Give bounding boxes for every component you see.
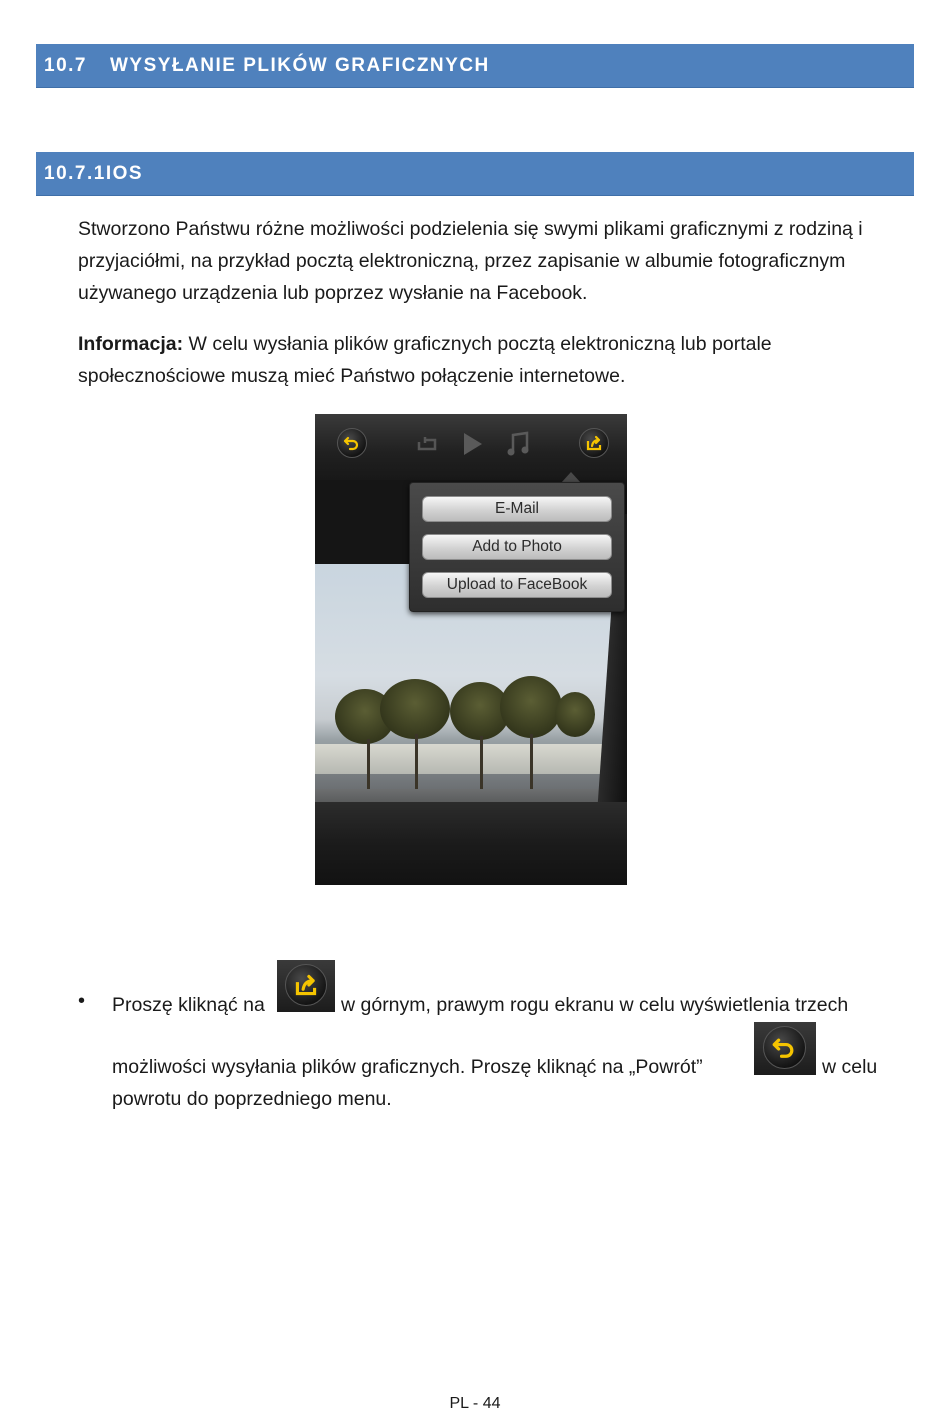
bottom-bar xyxy=(315,802,627,885)
instruction-part2: w górnym, prawym rogu ekranu w celu wyświetlenia trzech xyxy=(341,994,849,1016)
intro-paragraph: Stworzono Państwu różne możliwości podzielenia się swymi plikami graficznymi z rodziną i przyjaciółmi, na przykład pocztą elektroniczną, przez zapisanie w albumie fotograficznym używanego urządzenia lub poprzez wysłanie na Facebook. xyxy=(78,218,863,304)
bullet-marker: • xyxy=(78,990,86,1012)
subsection-title: 10.7.1IOS xyxy=(44,163,144,184)
page-number: PL - 44 xyxy=(449,1395,501,1412)
instruction-part5: powrotu do poprzedniego menu. xyxy=(112,1088,392,1110)
note-label: Informacja: xyxy=(78,333,184,355)
share-icon xyxy=(277,960,335,1012)
share-icon[interactable] xyxy=(579,428,609,458)
toolbar xyxy=(315,414,627,480)
upload-facebook-button[interactable]: Upload to FaceBook xyxy=(422,572,612,598)
back-icon xyxy=(754,1022,816,1075)
section-number: 10.7 xyxy=(44,55,87,76)
section-heading xyxy=(36,44,914,88)
section-title: WYSYŁANIE PLIKÓW GRAFICZNYCH xyxy=(110,55,490,76)
note-paragraph xyxy=(78,328,908,392)
email-button[interactable]: E-Mail xyxy=(422,496,612,522)
repeat-icon[interactable] xyxy=(415,432,439,456)
share-menu-popup xyxy=(409,482,625,612)
instruction-part1: Proszę kliknąć na xyxy=(112,994,265,1016)
note-text: W celu wysłania plików graficznych pocztą elektroniczną lub portale społecznościowe muszą mieć Państwo połączenie internetowe. xyxy=(78,333,772,387)
back-icon[interactable] xyxy=(337,428,367,458)
instruction-part3: możliwości wysyłania plików graficznych. Proszę kliknąć na „Powrót” xyxy=(112,1056,703,1078)
app-screenshot xyxy=(315,414,627,885)
music-icon[interactable] xyxy=(505,430,531,458)
play-icon[interactable] xyxy=(461,431,485,457)
subsection-heading xyxy=(36,152,914,196)
instruction-part4: w celu xyxy=(822,1056,878,1078)
add-to-photo-button[interactable]: Add to Photo xyxy=(422,534,612,560)
